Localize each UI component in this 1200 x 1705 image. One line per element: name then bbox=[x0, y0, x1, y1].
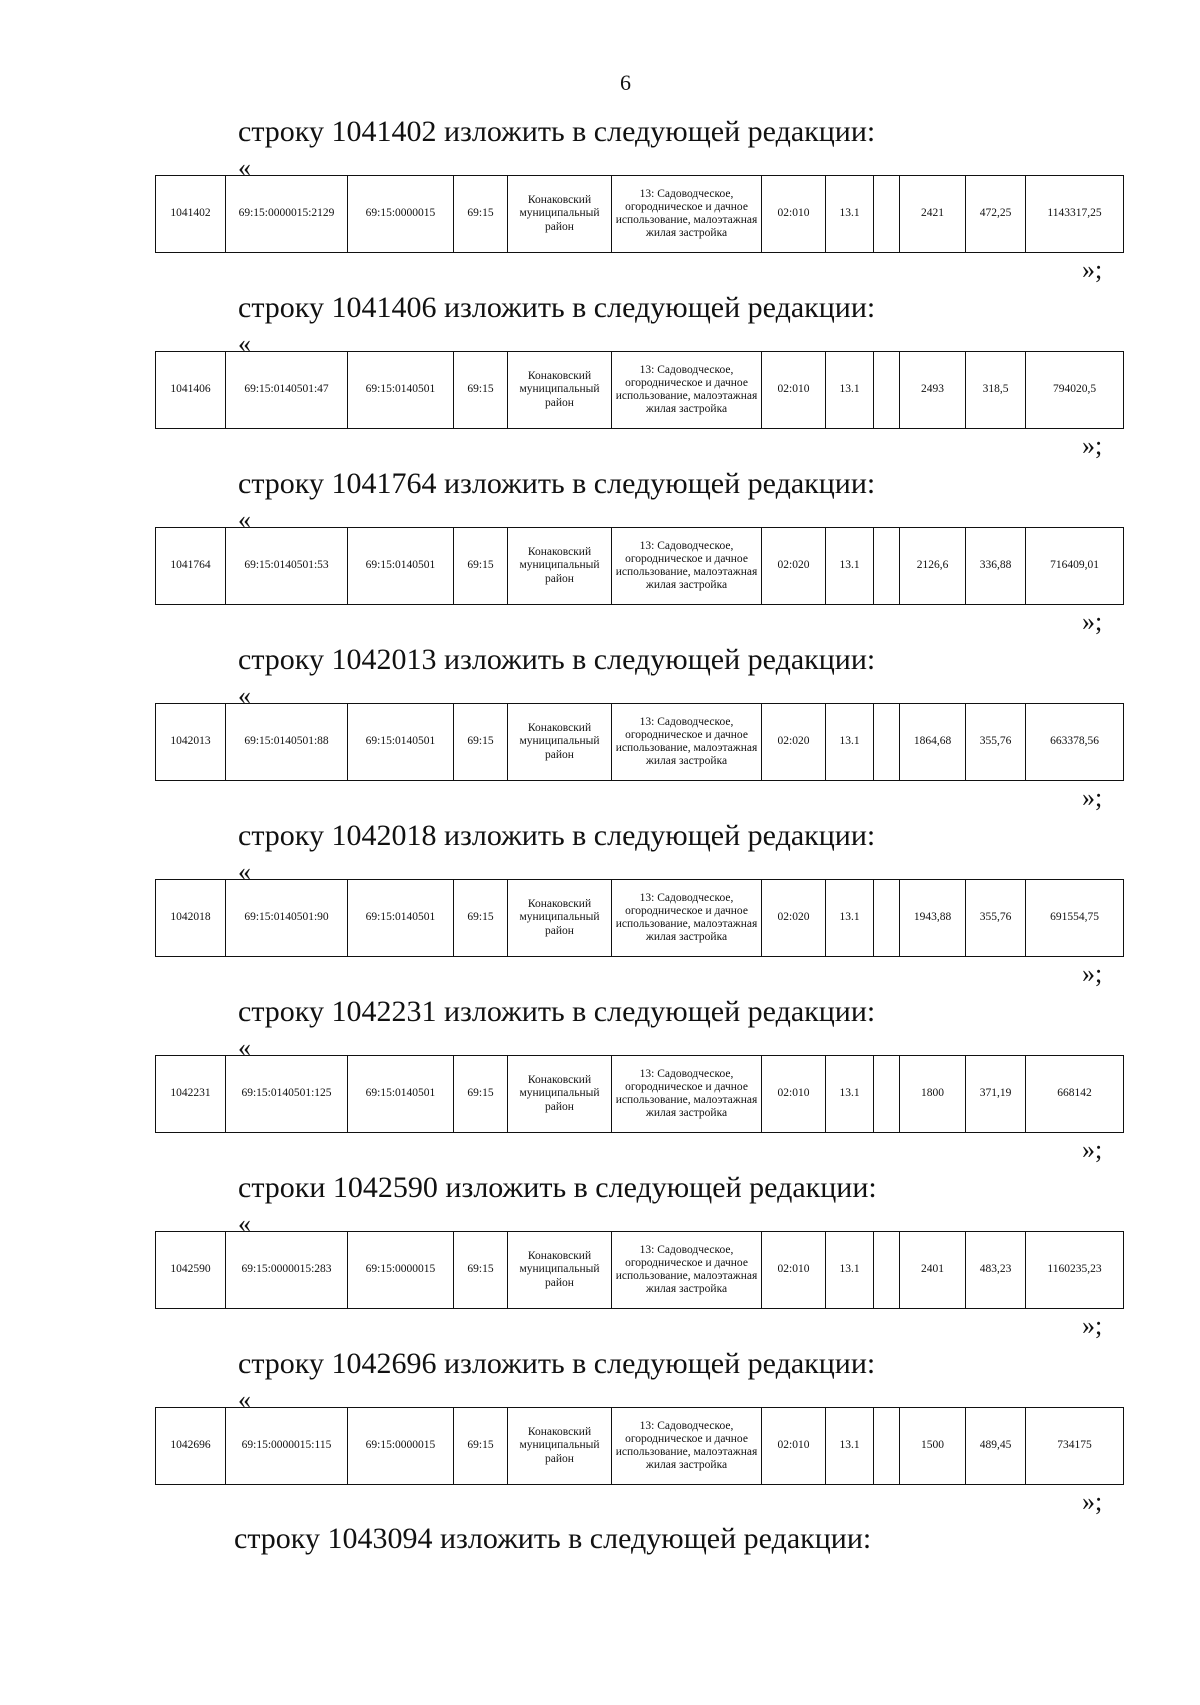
section-heading: строки 1042590 изложить в следующей редакции: bbox=[238, 1171, 877, 1204]
table-cell: 1943,88 bbox=[900, 880, 966, 957]
table-cell: 13.1 bbox=[826, 176, 874, 253]
table-row bbox=[156, 1232, 1124, 1309]
table-cell: 1160235,23 bbox=[1026, 1232, 1124, 1309]
register-row-table bbox=[155, 175, 1124, 253]
table-cell: 13: Садоводческое, огородническое и дачное использование, малоэтажная жилая застройка bbox=[612, 352, 762, 429]
table-cell: 13.1 bbox=[826, 1408, 874, 1485]
section-heading: строку 1041764 изложить в следующей редакции: bbox=[238, 467, 876, 500]
table-cell: 69:15:0000015:115 bbox=[226, 1408, 348, 1485]
table-cell: 69:15:0140501 bbox=[348, 1056, 454, 1133]
table-row bbox=[156, 352, 1124, 429]
close-quote: »; bbox=[1082, 1487, 1103, 1516]
section-heading: строку 1042018 изложить в следующей редакции: bbox=[238, 819, 876, 852]
table-cell: 69:15:0140501:125 bbox=[226, 1056, 348, 1133]
table-cell: 69:15 bbox=[454, 704, 508, 781]
register-row-table bbox=[155, 1407, 1124, 1485]
table-cell: 794020,5 bbox=[1026, 352, 1124, 429]
section-heading: строку 1042231 изложить в следующей редакции: bbox=[238, 995, 876, 1028]
table-cell: 13.1 bbox=[826, 1232, 874, 1309]
table-cell: 13.1 bbox=[826, 704, 874, 781]
table-row bbox=[156, 1056, 1124, 1133]
table-cell: 716409,01 bbox=[1026, 528, 1124, 605]
table-cell: 1500 bbox=[900, 1408, 966, 1485]
table-cell: 1042018 bbox=[156, 880, 226, 957]
table-cell: 69:15 bbox=[454, 880, 508, 957]
table-cell: 69:15 bbox=[454, 1232, 508, 1309]
open-quote: « bbox=[238, 1033, 251, 1062]
table-cell bbox=[874, 1232, 900, 1309]
table-cell: 663378,56 bbox=[1026, 704, 1124, 781]
table-row bbox=[156, 528, 1124, 605]
table-cell bbox=[874, 704, 900, 781]
table-cell: 13: Садоводческое, огородническое и дачное использование, малоэтажная жилая застройка bbox=[612, 1056, 762, 1133]
table-cell: 69:15:0000015 bbox=[348, 176, 454, 253]
table-cell: 336,88 bbox=[966, 528, 1026, 605]
table-cell: Конаковский муниципальный район bbox=[508, 528, 612, 605]
table-cell: 355,76 bbox=[966, 880, 1026, 957]
open-quote: « bbox=[238, 153, 251, 182]
table-cell: 13.1 bbox=[826, 528, 874, 605]
table-cell: 69:15:0140501:47 bbox=[226, 352, 348, 429]
close-quote: »; bbox=[1082, 1311, 1103, 1340]
table-cell: 69:15 bbox=[454, 528, 508, 605]
table-row bbox=[156, 880, 1124, 957]
table-cell: 691554,75 bbox=[1026, 880, 1124, 957]
table-cell: 1042590 bbox=[156, 1232, 226, 1309]
table-cell: 02:020 bbox=[762, 880, 826, 957]
table-cell: 13: Садоводческое, огородническое и дачное использование, малоэтажная жилая застройка bbox=[612, 176, 762, 253]
close-quote: »; bbox=[1082, 431, 1103, 460]
table-cell: 69:15:0000015:283 bbox=[226, 1232, 348, 1309]
table-cell: 483,23 bbox=[966, 1232, 1026, 1309]
table-cell bbox=[874, 176, 900, 253]
table-cell: 1041402 bbox=[156, 176, 226, 253]
open-quote: « bbox=[238, 1385, 251, 1414]
table-cell: 2493 bbox=[900, 352, 966, 429]
table-cell: 13: Садоводческое, огородническое и дачное использование, малоэтажная жилая застройка bbox=[612, 1232, 762, 1309]
table-row bbox=[156, 176, 1124, 253]
register-row-table bbox=[155, 1055, 1124, 1133]
table-cell: 02:020 bbox=[762, 528, 826, 605]
table-cell: 02:010 bbox=[762, 1056, 826, 1133]
table-cell: 69:15:0140501:53 bbox=[226, 528, 348, 605]
register-row-table bbox=[155, 703, 1124, 781]
table-cell bbox=[874, 880, 900, 957]
section-heading: строку 1041402 изложить в следующей редакции: bbox=[238, 115, 876, 148]
table-cell: 69:15:0140501 bbox=[348, 704, 454, 781]
table-cell: 69:15:0140501 bbox=[348, 880, 454, 957]
table-cell: Конаковский муниципальный район bbox=[508, 1056, 612, 1133]
table-cell: 02:010 bbox=[762, 352, 826, 429]
table-cell: 69:15 bbox=[454, 1056, 508, 1133]
section-heading: строку 1042696 изложить в следующей редакции: bbox=[238, 1347, 876, 1380]
table-cell: 69:15:0140501:88 bbox=[226, 704, 348, 781]
table-cell: 13.1 bbox=[826, 352, 874, 429]
table-row bbox=[156, 704, 1124, 781]
table-cell: 1042013 bbox=[156, 704, 226, 781]
table-cell: 489,45 bbox=[966, 1408, 1026, 1485]
table-cell: 1042231 bbox=[156, 1056, 226, 1133]
table-cell: Конаковский муниципальный район bbox=[508, 176, 612, 253]
table-cell bbox=[874, 1056, 900, 1133]
open-quote: « bbox=[238, 329, 251, 358]
table-cell: 13: Садоводческое, огородническое и дачное использование, малоэтажная жилая застройка bbox=[612, 1408, 762, 1485]
table-cell: 734175 bbox=[1026, 1408, 1124, 1485]
table-cell: 69:15 bbox=[454, 176, 508, 253]
close-quote: »; bbox=[1082, 255, 1103, 284]
table-cell: 13.1 bbox=[826, 1056, 874, 1133]
table-cell: 69:15:0000015 bbox=[348, 1408, 454, 1485]
table-cell: 69:15:0000015:2129 bbox=[226, 176, 348, 253]
table-cell: Конаковский муниципальный район bbox=[508, 1232, 612, 1309]
table-cell: Конаковский муниципальный район bbox=[508, 352, 612, 429]
table-cell: 13: Садоводческое, огородническое и дачное использование, малоэтажная жилая застройка bbox=[612, 880, 762, 957]
table-cell: 668142 bbox=[1026, 1056, 1124, 1133]
close-quote: »; bbox=[1082, 1135, 1103, 1164]
table-cell: 13: Садоводческое, огородническое и дачное использование, малоэтажная жилая застройка bbox=[612, 704, 762, 781]
table-cell: 69:15:0000015 bbox=[348, 1232, 454, 1309]
table-cell: 69:15:0140501 bbox=[348, 528, 454, 605]
section-heading: строку 1042013 изложить в следующей редакции: bbox=[238, 643, 876, 676]
open-quote: « bbox=[238, 505, 251, 534]
close-quote: »; bbox=[1082, 607, 1103, 636]
section-heading-last: строку 1043094 изложить в следующей редакции: bbox=[234, 1522, 872, 1555]
open-quote: « bbox=[238, 681, 251, 710]
register-row-table bbox=[155, 527, 1124, 605]
table-cell: 1143317,25 bbox=[1026, 176, 1124, 253]
table-cell: 1864,68 bbox=[900, 704, 966, 781]
table-cell: 69:15 bbox=[454, 1408, 508, 1485]
table-cell: Конаковский муниципальный район bbox=[508, 1408, 612, 1485]
table-cell: 02:010 bbox=[762, 1232, 826, 1309]
table-cell: 2126,6 bbox=[900, 528, 966, 605]
table-cell: 02:010 bbox=[762, 1408, 826, 1485]
table-cell: 02:010 bbox=[762, 176, 826, 253]
table-cell: 2401 bbox=[900, 1232, 966, 1309]
table-row bbox=[156, 1408, 1124, 1485]
table-cell: 1041764 bbox=[156, 528, 226, 605]
table-cell: 13.1 bbox=[826, 880, 874, 957]
close-quote: »; bbox=[1082, 783, 1103, 812]
table-cell: Конаковский муниципальный район bbox=[508, 704, 612, 781]
table-cell: 318,5 bbox=[966, 352, 1026, 429]
register-row-table bbox=[155, 879, 1124, 957]
table-cell: 1042696 bbox=[156, 1408, 226, 1485]
table-cell: 69:15:0140501 bbox=[348, 352, 454, 429]
register-row-table bbox=[155, 351, 1124, 429]
section-heading: строку 1041406 изложить в следующей редакции: bbox=[238, 291, 876, 324]
table-cell: 2421 bbox=[900, 176, 966, 253]
table-cell: 371,19 bbox=[966, 1056, 1026, 1133]
page-number: 6 bbox=[620, 70, 631, 95]
table-cell bbox=[874, 352, 900, 429]
table-cell: 13: Садоводческое, огородническое и дачное использование, малоэтажная жилая застройка bbox=[612, 528, 762, 605]
table-cell: 1041406 bbox=[156, 352, 226, 429]
table-cell bbox=[874, 528, 900, 605]
table-cell: 69:15 bbox=[454, 352, 508, 429]
table-cell: Конаковский муниципальный район bbox=[508, 880, 612, 957]
open-quote: « bbox=[238, 1209, 251, 1238]
register-row-table bbox=[155, 1231, 1124, 1309]
table-cell bbox=[874, 1408, 900, 1485]
table-cell: 1800 bbox=[900, 1056, 966, 1133]
open-quote: « bbox=[238, 857, 251, 886]
table-cell: 472,25 bbox=[966, 176, 1026, 253]
table-cell: 02:020 bbox=[762, 704, 826, 781]
close-quote: »; bbox=[1082, 959, 1103, 988]
table-cell: 69:15:0140501:90 bbox=[226, 880, 348, 957]
table-cell: 355,76 bbox=[966, 704, 1026, 781]
